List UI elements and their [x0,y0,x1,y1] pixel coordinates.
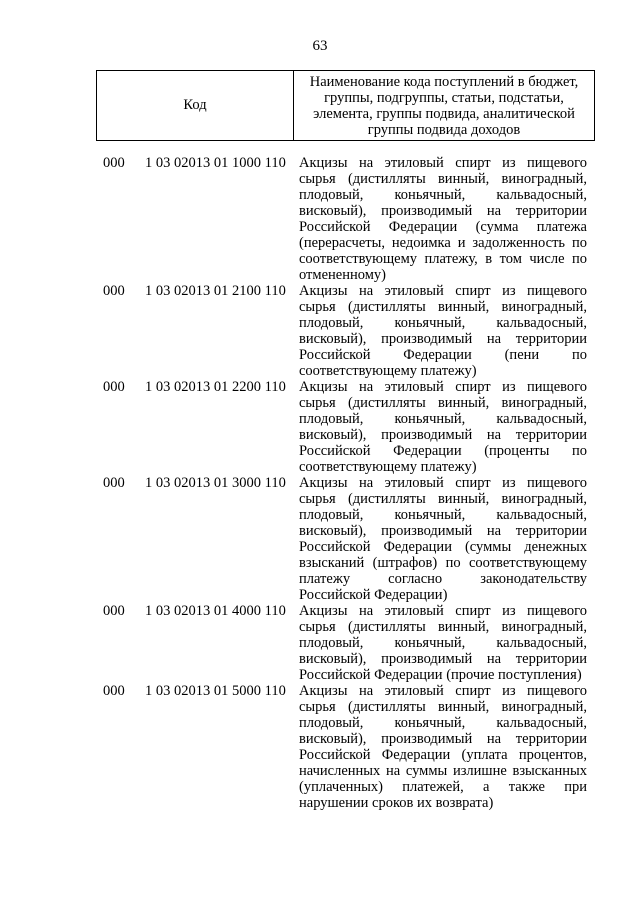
revenue-name: Акцизы на этиловый спирт из пищевого сырья (дистилляты винный, виноградный, плодовый, коньячный, кальвадосный, висковый), производимый на территории Российской Федерации (проценты по соответствующему платежу) [299,379,587,475]
table-row [0,283,640,379]
revenue-name: Акцизы на этиловый спирт из пищевого сырья (дистилляты винный, виноградный, плодовый, коньячный, кальвадосный, висковый), производимый на территории Российской Федерации (прочие поступления) [299,603,587,683]
table-header [96,70,595,141]
table-row [0,475,640,603]
page-number: 63 [312,38,328,54]
revenue-code-list [0,155,640,811]
revenue-code: 1 03 02013 01 4000 110 [145,603,286,619]
revenue-code: 1 03 02013 01 2100 110 [145,283,286,299]
admin-code: 000 [103,155,125,171]
admin-code: 000 [103,379,125,395]
revenue-name: Акцизы на этиловый спирт из пищевого сырья (дистилляты винный, виноградный, плодовый, коньячный, кальвадосный, висковый), производимый на территории Российской Федерации (уплата процентов, начисленных на суммы излишне взысканных (уплаченных) платежей, а также при нарушении сроков их возврата) [299,683,587,811]
admin-code: 000 [103,603,125,619]
revenue-code: 1 03 02013 01 3000 110 [145,475,286,491]
admin-code: 000 [103,283,125,299]
table-row [0,603,640,683]
admin-code: 000 [103,683,125,699]
table-row [0,683,640,811]
revenue-name: Акцизы на этиловый спирт из пищевого сырья (дистилляты винный, виноградный, плодовый, коньячный, кальвадосный, висковый), производимый на территории Российской Федерации (суммы денежных взысканий (штрафов) по соответствующему платежу согласно законодательству Российской Федерации) [299,475,587,603]
header-code-cell: Код [97,71,294,140]
revenue-name: Акцизы на этиловый спирт из пищевого сырья (дистилляты винный, виноградный, плодовый, коньячный, кальвадосный, висковый), производимый на территории Российской Федерации (пени по соответствующему платежу) [299,283,587,379]
revenue-code: 1 03 02013 01 2200 110 [145,379,286,395]
admin-code: 000 [103,475,125,491]
table-row [0,155,640,283]
revenue-code: 1 03 02013 01 1000 110 [145,155,286,171]
header-name-cell: Наименование кода поступлений в бюджет, группы, подгруппы, статьи, подстатьи, элемента, группы подвида, аналитической группы подвида доходов [309,73,579,138]
revenue-code: 1 03 02013 01 5000 110 [145,683,286,699]
table-row [0,379,640,475]
revenue-name: Акцизы на этиловый спирт из пищевого сырья (дистилляты винный, виноградный, плодовый, коньячный, кальвадосный, висковый), производимый на территории Российской Федерации (сумма платежа (перерасчеты, недоимка и задолженность по соответствующему платежу, в том числе по отмененному) [299,155,587,283]
